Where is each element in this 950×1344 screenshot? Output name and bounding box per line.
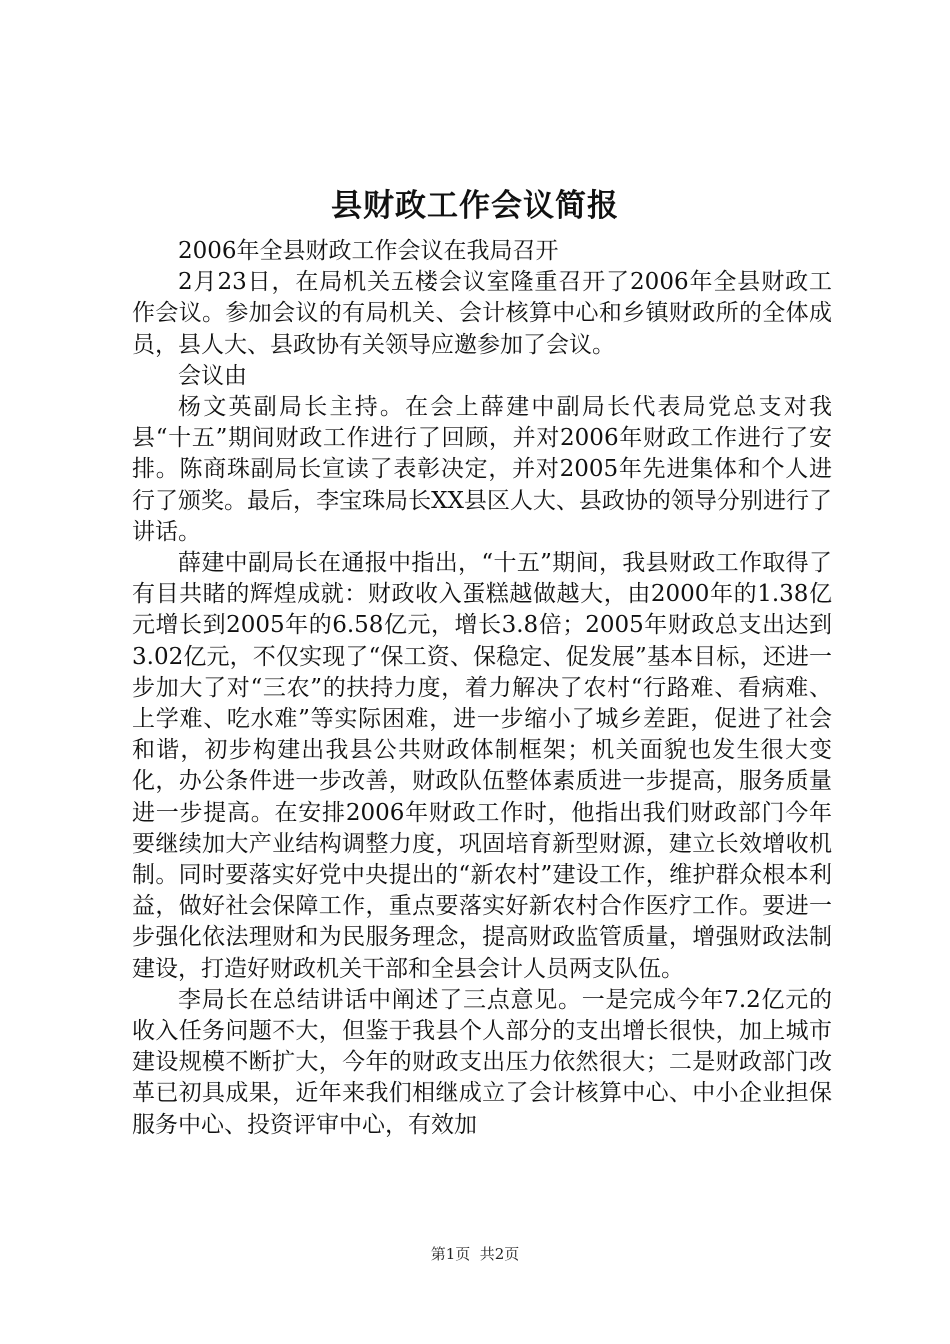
page-number: 第1页 共2页 xyxy=(430,1245,520,1263)
paragraph-chaired-by: 会议由 xyxy=(178,362,247,389)
document-body xyxy=(132,236,832,1141)
paragraph-director-remarks: 李局长在总结讲话中阐述了三点意见。一是完成今年7.2亿元的收入任务问题不大，但鉴于我县个人部分的支出增长很快，加上城市建设规模不断扩大，今年的财政支出压力依然很大；二是财政部门改革已初具成果，近年来我们相继成立了会计核算中心、中小企业担保服务中心、投资评审中心，有效加 xyxy=(132,986,832,1138)
page-footer xyxy=(0,1244,950,1264)
paragraph-report-summary: 薛建中副局长在通报中指出，“十五”期间，我县财政工作取得了有目共睹的辉煌成就：财政收入蛋糕越做越大，由2000年的1.38亿元增长到2005年的6.58亿元，增长3.8倍；2005年财政总支出达到3.02亿元，不仅实现了“保工资、保稳定、促发展”基本目标，还进一步加大了对“三农”的扶持力度，着力解决了农村“行路难、看病难、上学难、吃水难”等实际困难，进一步缩小了城乡差距，促进了社会和谐，初步构建出我县公共财政体制框架；机关面貌也发生很大变化，办公条件进一步改善，财政队伍整体素质进一步提高，服务质量进一步提高。在安排2006年财政工作时，他指出我们财政部门今年要继续加大产业结构调整力度，巩固培育新型财源，建立长效增收机制。同时要落实好党中央提出的“新农村”建设工作，维护群众根本利益，做好社会保障工作，重点要落实好新农村合作医疗工作。要进一步强化依法理财和为民服务理念，提高财政监管质量，增强财政法制建设，打造好财政机关干部和全县会计人员两支队伍。 xyxy=(132,550,832,982)
paragraph-host-and-speeches: 杨文英副局长主持。在会上薛建中副局长代表局党总支对我县“十五”期间财政工作进行了回顾，并对2006年财政工作进行了安排。陈商珠副局长宣读了表彰决定，并对2005年先进集体和个人进行了颁奖。最后，李宝珠局长XX县区人大、县政协的领导分别进行了讲话。 xyxy=(132,394,832,545)
document-title: 县财政工作会议简报 xyxy=(331,188,619,224)
paragraph-heading: 2006年全县财政工作会议在我局召开 xyxy=(178,238,559,264)
paragraph-meeting-intro: 2月23日，在局机关五楼会议室隆重召开了2006年全县财政工作会议。参加会议的有局机关、会计核算中心和乡镇财政所的全体成员，县人大、县政协有关领导应邀参加了会议。 xyxy=(132,269,832,358)
